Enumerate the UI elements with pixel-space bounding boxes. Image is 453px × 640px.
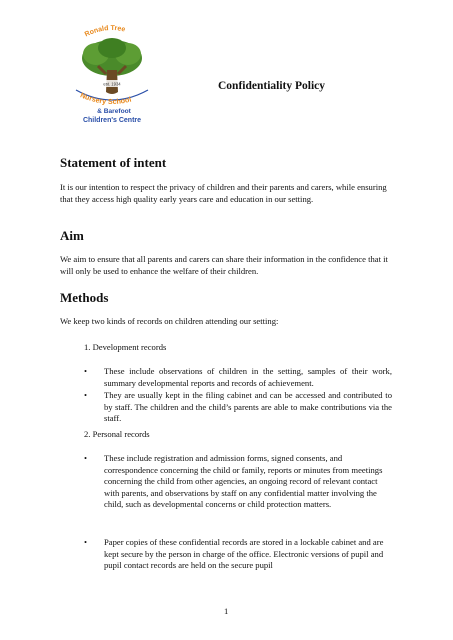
svg-text:Ronald Tree bbox=[84, 25, 126, 38]
bullet-icon: • bbox=[84, 537, 88, 547]
bullet-icon: • bbox=[84, 366, 88, 376]
svg-text:Nursery School bbox=[79, 90, 132, 106]
logo-line3: & Barefoot bbox=[97, 108, 131, 115]
logo-top-text: Ronald Tree bbox=[83, 24, 126, 39]
statement-of-intent-text: It is our intention to respect the privacy of children and their parents and carers, while ensuring that they access high quality early years care and education in our setting. bbox=[60, 182, 387, 204]
logo-line4: Children's Centre bbox=[82, 117, 142, 124]
aim-text: We aim to ensure that all parents and carers can share their information in the confidence that it will only be used to enhance the welfare of their children. bbox=[60, 254, 388, 276]
list-item-development-records: 1. Development records bbox=[84, 342, 167, 352]
bullet-text: They are usually kept in the filing cabinet and can be accessed and contributed to by staff. The children and the child’s parents are able to make contributions via the staff. bbox=[104, 390, 392, 424]
list-item-personal-records: 2. Personal records bbox=[84, 429, 150, 439]
logo-est-text: est. 1934 bbox=[103, 81, 121, 87]
methods-intro-text: We keep two kinds of records on children attending our setting: bbox=[60, 316, 279, 326]
heading-methods: Methods bbox=[60, 290, 109, 305]
page-number: 1 bbox=[224, 606, 229, 616]
school-logo bbox=[62, 14, 162, 126]
school-logo-graphic bbox=[62, 14, 162, 126]
bullet-text: Paper copies of these confidential records are stored in a lockable cabinet and are kept secure by the person in charge of the office. Electronic versions of pupil and pupil contact records are held on the secure pupil bbox=[104, 537, 384, 571]
bullet-text: These include observations of children in the setting, samples of their work, summary developmental reports and records of achievement. bbox=[104, 366, 392, 388]
bullet-icon: • bbox=[84, 390, 88, 400]
heading-aim: Aim bbox=[60, 228, 84, 243]
document-title: Confidentiality Policy bbox=[218, 80, 326, 92]
bullet-icon: • bbox=[84, 453, 88, 463]
bullet-text: These include registration and admission forms, signed consents, and correspondence concerning the child or family, reports or minutes from meetings concerning the child from other agencies, an ongoing record of relevant contact with parents, and observations by staff on any confidential matter involving the child, such as developmental concerns or child protection matters. bbox=[104, 453, 383, 510]
heading-statement-of-intent: Statement of intent bbox=[60, 155, 167, 170]
logo-mid-text: Nursery School bbox=[78, 90, 133, 107]
